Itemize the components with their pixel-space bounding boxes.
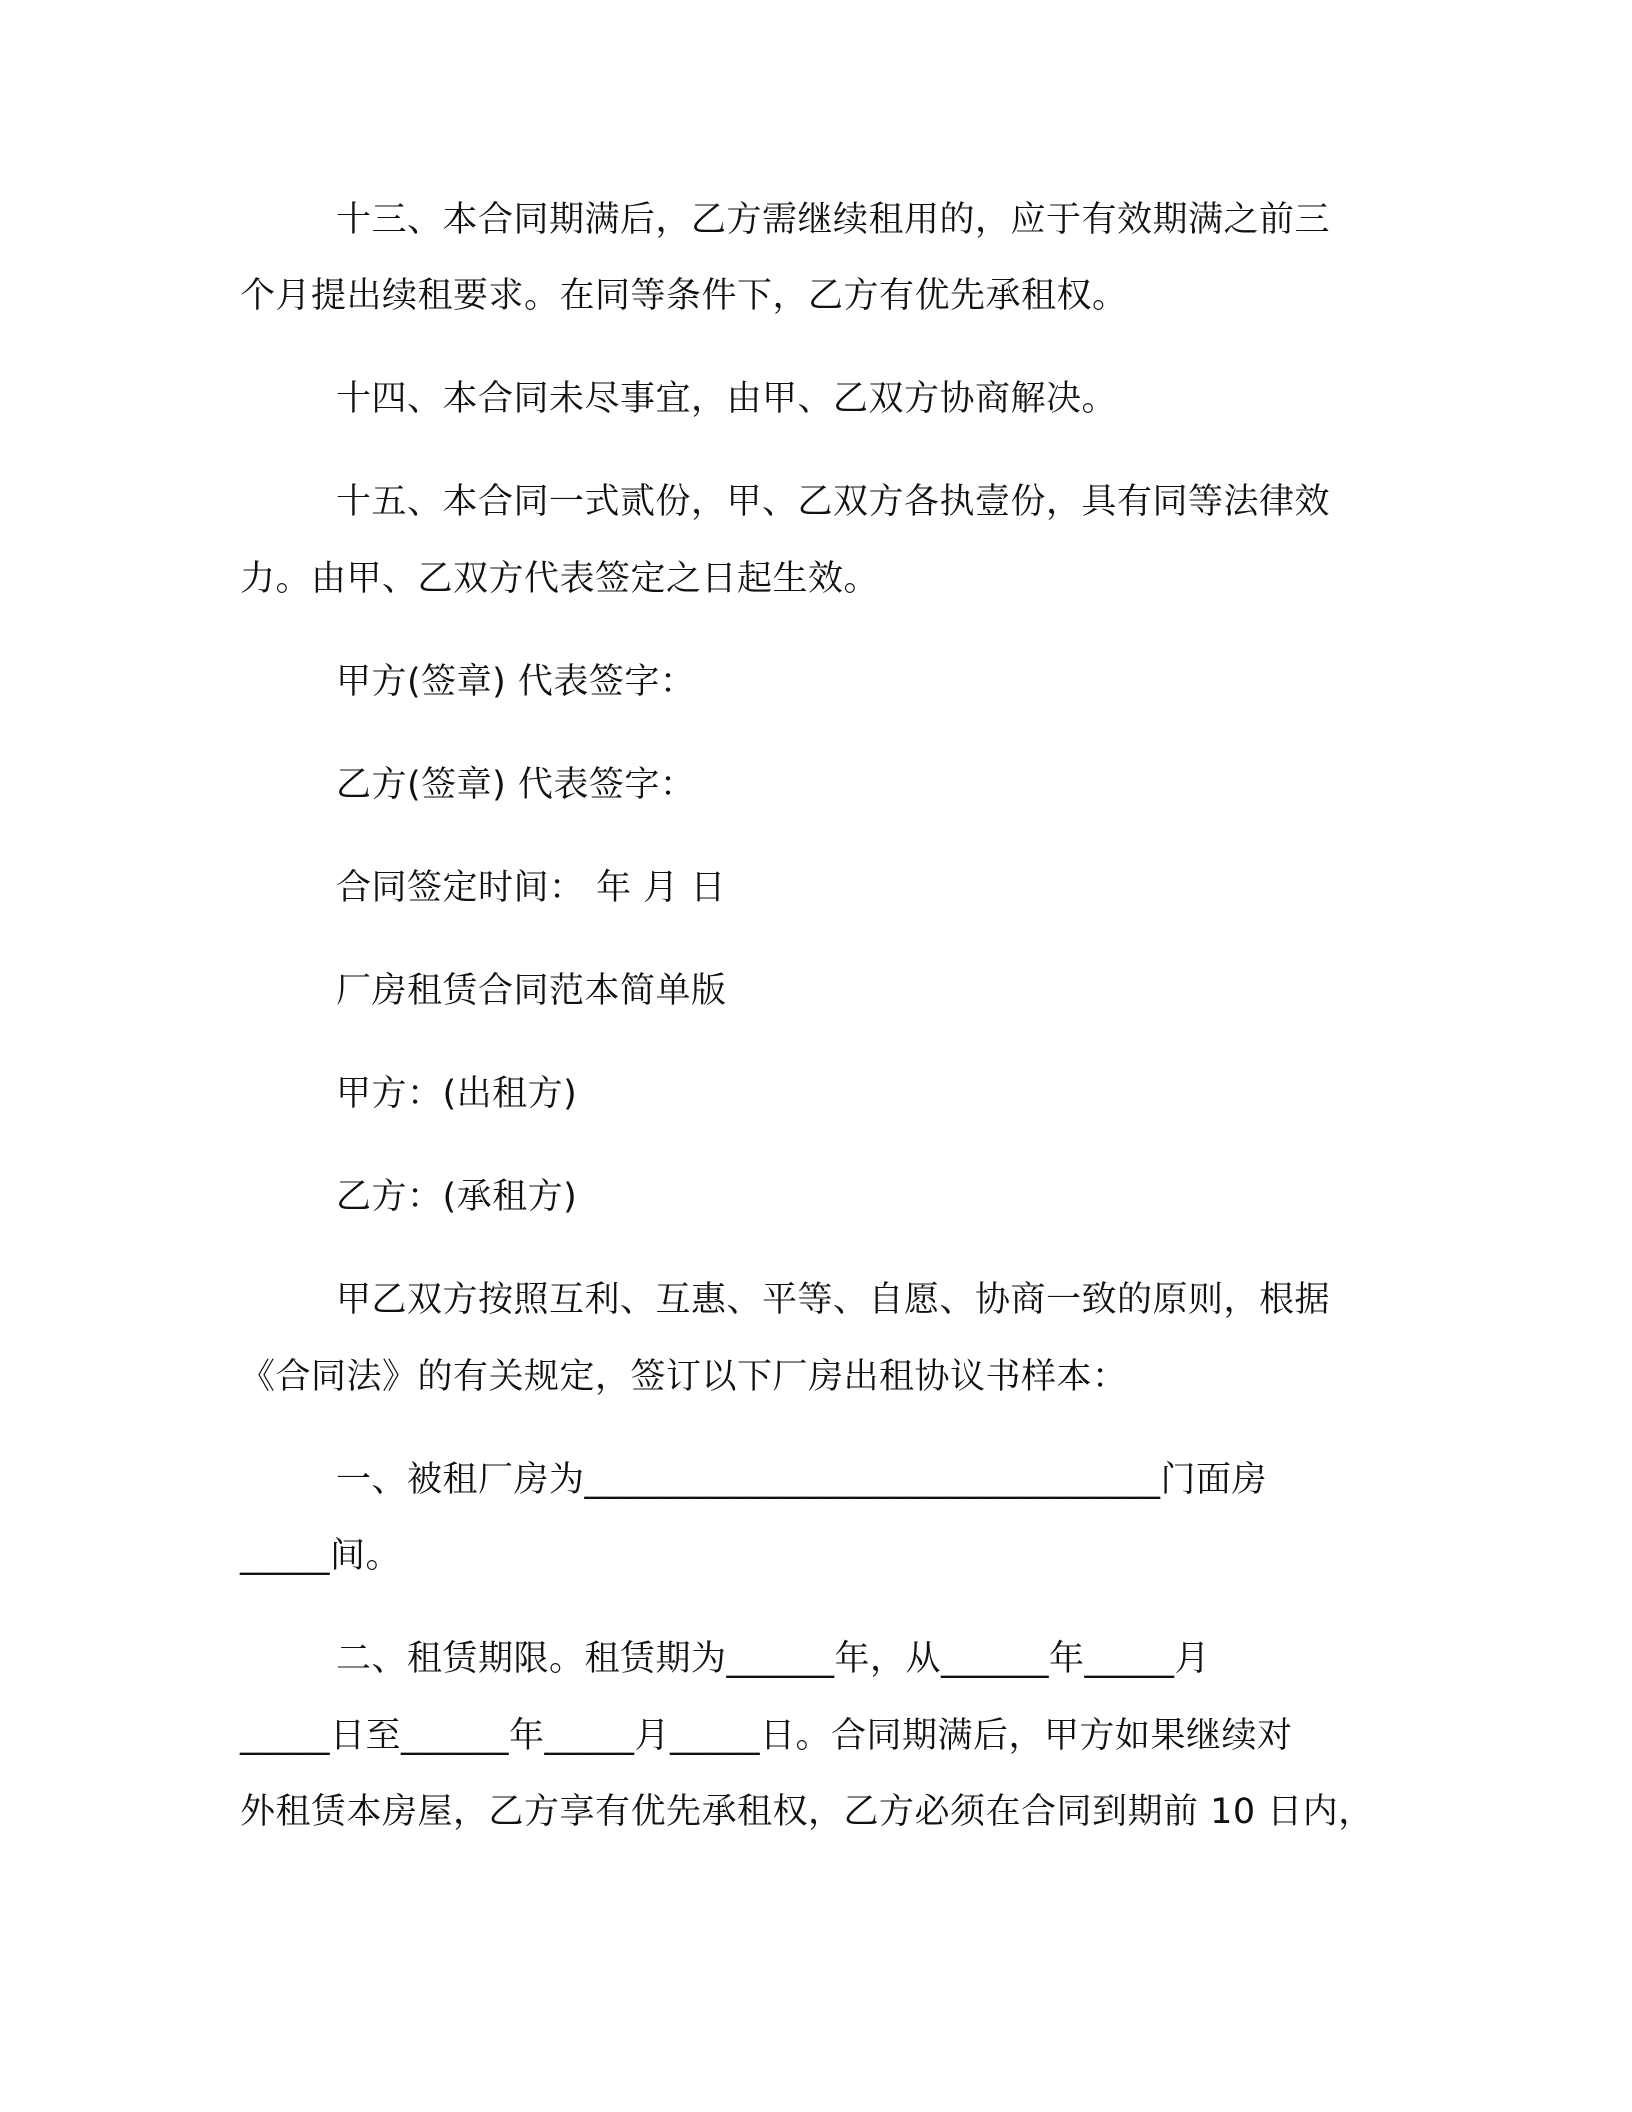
contract-title: 厂房租赁合同范本简单版 bbox=[336, 971, 727, 1011]
clause-2-line-3: 外租赁本房屋，乙方享有优先承租权，乙方必须在合同到期前 10 日内， bbox=[240, 1792, 1374, 1832]
paragraph-14: 十四、本合同未尽事宜，由甲、乙双方协商解决。 bbox=[336, 379, 1118, 419]
party-a-signature: 甲方(签章) 代表签字： bbox=[336, 662, 696, 702]
party-b-signature: 乙方(签章) 代表签字： bbox=[336, 765, 696, 805]
paragraph-13-line-1: 十三、本合同期满后，乙方需继续租用的，应于有效期满之前三 bbox=[336, 200, 1331, 240]
clause-2-line-2: _____日至______年_____月_____日。合同期满后，甲方如果继续对 bbox=[240, 1716, 1293, 1756]
preamble-line-2: 《合同法》的有关规定，签订以下厂房出租协议书样本： bbox=[240, 1357, 1128, 1397]
party-b-lessee: 乙方：(承租方) bbox=[336, 1177, 578, 1217]
signing-date: 合同签定时间： 年 月 日 bbox=[336, 868, 726, 908]
paragraph-15-line-1: 十五、本合同一式贰份，甲、乙双方各执壹份，具有同等法律效 bbox=[336, 482, 1331, 522]
clause-2-line-1: 二、租赁期限。租赁期为______年，从______年_____月 bbox=[336, 1639, 1211, 1679]
paragraph-13-line-2: 个月提出续租要求。在同等条件下，乙方有优先承租权。 bbox=[240, 276, 1128, 316]
preamble-line-1: 甲乙双方按照互利、互惠、平等、自愿、协商一致的原则，根据 bbox=[336, 1280, 1331, 1320]
clause-1-line-2: _____间。 bbox=[240, 1536, 402, 1576]
paragraph-15-line-2: 力。由甲、乙双方代表签定之日起生效。 bbox=[240, 559, 880, 599]
party-a-lessor: 甲方：(出租方) bbox=[336, 1074, 578, 1114]
clause-1-line-1: 一、被租厂房为________________________________门面房 bbox=[336, 1460, 1268, 1500]
